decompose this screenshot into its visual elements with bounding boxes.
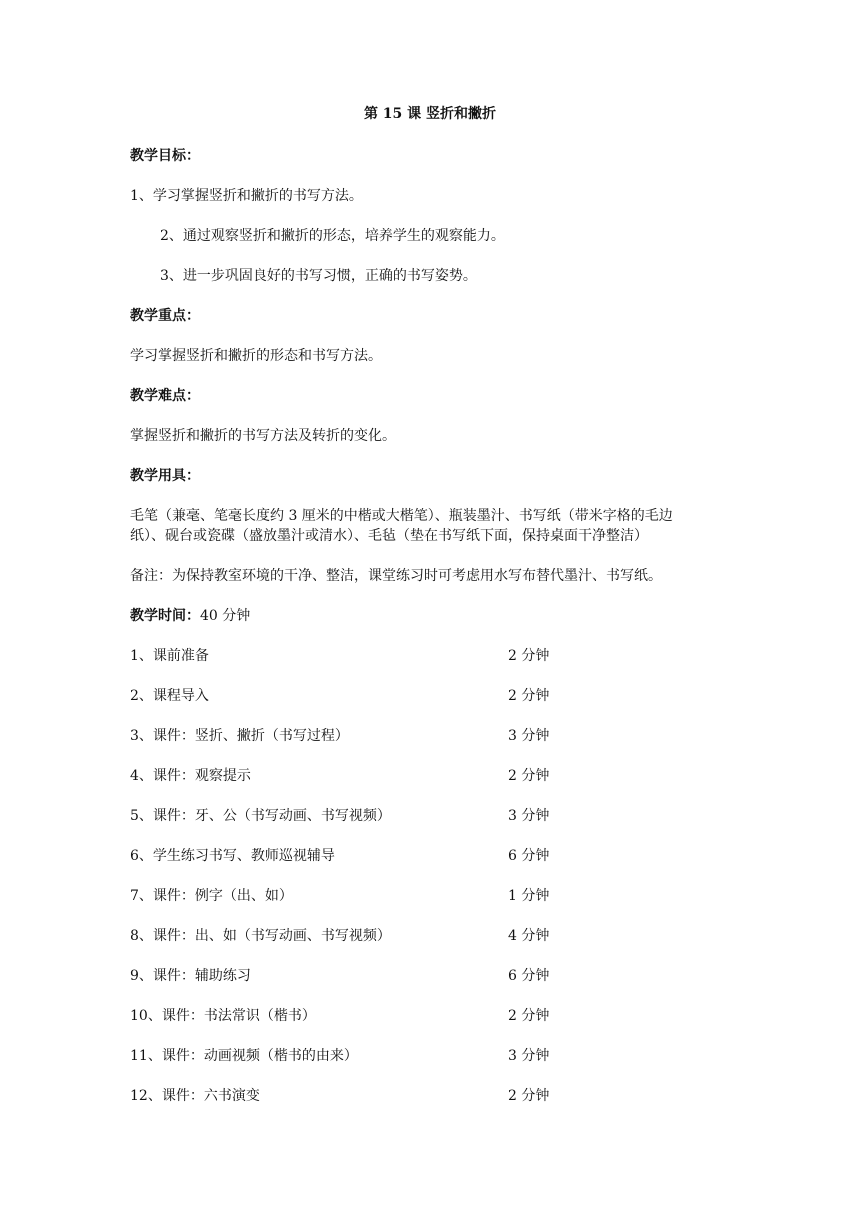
schedule-row [130,966,590,986]
schedule-row [130,806,590,826]
schedule-item-duration: 2 分钟 [508,648,550,664]
page-title: 第 15 课 竖折和撇折 [363,106,497,122]
schedule-row [130,686,590,706]
teaching-time [130,606,250,626]
tools-text-line-1: 毛笔（兼毫、笔毫长度约 3 厘米的中楷或大楷笔）、瓶装墨汁、书写纸（带米字格的毛边 [130,508,673,524]
schedule-item-duration: 4 分钟 [508,928,550,944]
teaching-time-total: 40 分钟 [200,608,251,624]
objectives-heading: 教学目标： [130,148,200,164]
schedule-item-name: 3、课件：竖折、撇折（书写过程） [130,728,349,744]
difficulties-text: 掌握竖折和撇折的书写方法及转折的变化。 [130,428,396,444]
key-points-text: 学习掌握竖折和撇折的形态和书写方法。 [130,348,382,364]
objective-item: 3、进一步巩固良好的书写习惯，正确的书写姿势。 [160,268,477,284]
schedule-row [130,1086,590,1106]
schedule-row [130,646,590,666]
objective-item: 1、学习掌握竖折和撇折的书写方法。 [130,188,363,204]
key-points-heading: 教学重点： [130,308,200,324]
schedule-item-duration: 6 分钟 [508,848,550,864]
schedule-item-name: 8、课件：出、如（书写动画、书写视频） [130,928,391,944]
schedule-row [130,1006,590,1026]
schedule-item-name: 4、课件：观察提示 [130,768,251,784]
teaching-time-heading: 教学时间： [130,608,200,624]
schedule-item-name: 11、课件：动画视频（楷书的由来） [130,1048,358,1064]
schedule-item-duration: 2 分钟 [508,1008,550,1024]
schedule-item-name: 10、课件：书法常识（楷书） [130,1008,316,1024]
schedule-item-name: 12、课件：六书演变 [130,1088,260,1104]
schedule-row [130,846,590,866]
schedule-item-name: 2、课程导入 [130,688,209,704]
schedule-item-duration: 2 分钟 [508,688,550,704]
tools-heading: 教学用具： [130,468,200,484]
schedule-item-name: 7、课件：例字（出、如） [130,888,293,904]
tools-note: 备注：为保持教室环境的干净、整洁，课堂练习时可考虑用水写布替代墨汁、书写纸。 [130,568,662,584]
schedule-item-duration: 1 分钟 [508,888,550,904]
schedule-row [130,886,590,906]
objective-item: 2、通过观察竖折和撇折的形态，培养学生的观察能力。 [160,228,505,244]
schedule-item-name: 1、课前准备 [130,648,209,664]
difficulties-heading: 教学难点： [130,388,200,404]
schedule-row [130,766,590,786]
schedule-row [130,926,590,946]
schedule-row [130,1046,590,1066]
schedule-item-name: 6、学生练习书写、教师巡视辅导 [130,848,335,864]
schedule-item-duration: 6 分钟 [508,968,550,984]
schedule-item-name: 5、课件：牙、公（书写动画、书写视频） [130,808,391,824]
schedule-item-name: 9、课件：辅助练习 [130,968,251,984]
schedule-item-duration: 2 分钟 [508,1088,550,1104]
schedule-item-duration: 3 分钟 [508,808,550,824]
schedule-row [130,726,590,746]
tools-text-line-2: 纸）、砚台或瓷碟（盛放墨汁或清水）、毛毡（垫在书写纸下面，保持桌面干净整洁） [130,528,648,544]
schedule-item-duration: 3 分钟 [508,1048,550,1064]
schedule-item-duration: 2 分钟 [508,768,550,784]
schedule-item-duration: 3 分钟 [508,728,550,744]
